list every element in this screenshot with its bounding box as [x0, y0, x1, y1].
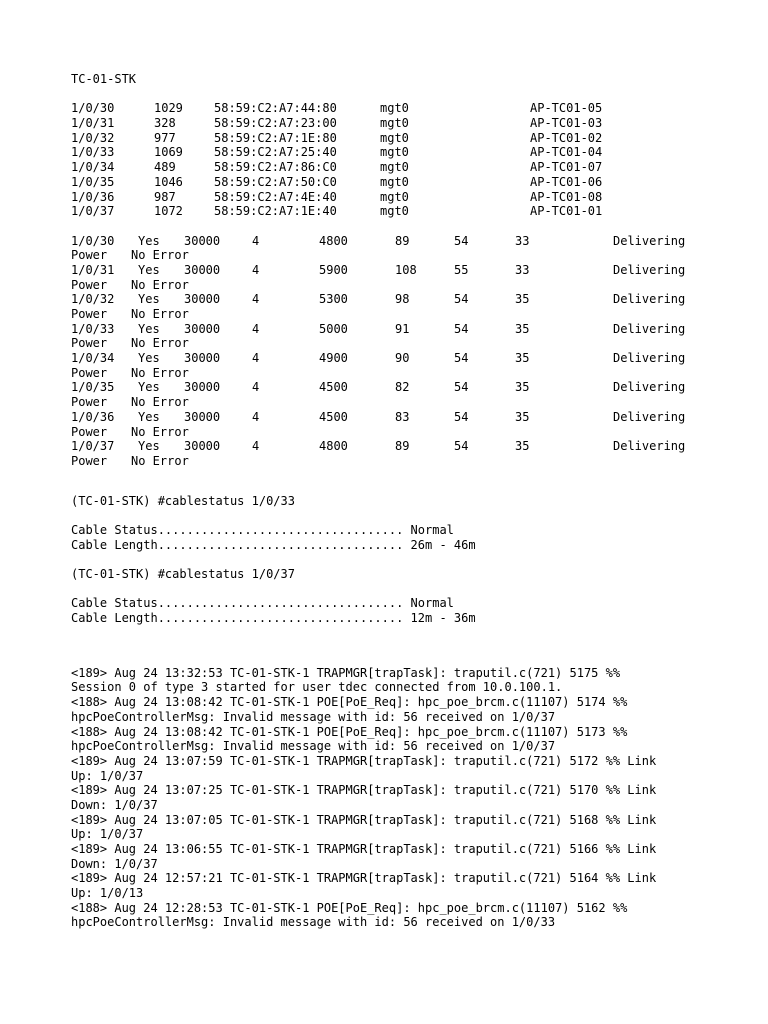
- ap-name-cell: AP-TC01-02: [530, 130, 603, 145]
- status-cell: Delivering: [613, 351, 686, 366]
- port-cell: 1/0/31: [71, 116, 115, 131]
- mac-cell: 58:59:C2:A7:23:00: [214, 116, 337, 131]
- temperature-cell: 33: [515, 233, 530, 248]
- port-cell: 1/0/37: [71, 204, 115, 219]
- log-line: <189> Aug 24 13:06:55 TC-01-STK-1 TRAPMGR[trapTask]: traputil.c(721) 5166 %% Link: [71, 842, 657, 856]
- status-cell: Delivering: [613, 233, 686, 248]
- vlan-cell: 489: [154, 160, 176, 175]
- admin-cell: Yes: [138, 439, 160, 454]
- current-cell: 89: [395, 439, 410, 454]
- cli-command: (TC-01-STK) #cablestatus 1/0/37: [71, 567, 295, 581]
- interface-cell: mgt0: [380, 116, 409, 131]
- status-cell: Delivering: [613, 409, 686, 424]
- current-cell: 90: [395, 351, 410, 366]
- port-cell: 1/0/30: [71, 233, 115, 248]
- log-output: [71, 666, 751, 930]
- port-cell: 1/0/33: [71, 145, 115, 160]
- power-cell: 5000: [319, 321, 348, 336]
- log-line: <188> Aug 24 13:08:42 TC-01-STK-1 POE[PoE_Req]: hpc_poe_brcm.c(11107) 5173 %%: [71, 724, 628, 739]
- cable-status-line: Cable Status.................................. Normal: [71, 522, 454, 537]
- poe-row: [71, 351, 751, 366]
- max-power-cell: 30000: [184, 321, 221, 336]
- voltage-cell: 55: [454, 262, 469, 277]
- log-line: Up: 1/0/13: [71, 886, 144, 901]
- status-cell-wrap: Power: [71, 248, 108, 263]
- admin-cell: Yes: [138, 351, 160, 366]
- poe-row-wrap: [71, 366, 751, 381]
- vlan-cell: 1069: [154, 145, 183, 160]
- temperature-cell: 35: [515, 351, 530, 366]
- port-cell: 1/0/30: [71, 101, 115, 116]
- document-title: TC-01-STK: [71, 72, 137, 86]
- class-cell: 4: [252, 233, 260, 248]
- power-cell: 4800: [319, 439, 348, 454]
- max-power-cell: 30000: [184, 351, 221, 366]
- current-cell: 82: [395, 380, 410, 395]
- class-cell: 4: [252, 409, 260, 424]
- vlan-cell: 328: [154, 116, 176, 131]
- ap-name-cell: AP-TC01-04: [530, 145, 603, 160]
- log-line: hpcPoeControllerMsg: Invalid message with id: 56 received on 1/0/33: [71, 915, 556, 930]
- cable-test-2: [71, 567, 751, 626]
- admin-cell: Yes: [138, 233, 160, 248]
- max-power-cell: 30000: [184, 233, 221, 248]
- log-line: Down: 1/0/37: [71, 856, 158, 871]
- voltage-cell: 54: [454, 351, 469, 366]
- vlan-cell: 1072: [154, 204, 183, 219]
- status-cell-wrap: Power: [71, 453, 108, 468]
- mac-cell: 58:59:C2:A7:1E:80: [214, 130, 337, 145]
- mac-table: [71, 101, 751, 219]
- admin-cell: Yes: [138, 380, 160, 395]
- status-cell-wrap: Power: [71, 277, 108, 292]
- port-cell: 1/0/37: [71, 439, 115, 454]
- status-cell: Delivering: [613, 380, 686, 395]
- mac-cell: 58:59:C2:A7:50:C0: [214, 174, 337, 189]
- poe-row-wrap: [71, 278, 751, 293]
- class-cell: 4: [252, 262, 260, 277]
- log-line: Up: 1/0/37: [71, 768, 144, 783]
- error-cell: No Error: [131, 453, 189, 468]
- ap-name-cell: AP-TC01-01: [530, 204, 603, 219]
- error-cell: No Error: [131, 395, 189, 410]
- interface-cell: mgt0: [380, 189, 409, 204]
- temperature-cell: 35: [515, 409, 530, 424]
- current-cell: 108: [395, 262, 417, 277]
- port-cell: 1/0/34: [71, 351, 115, 366]
- temperature-cell: 35: [515, 321, 530, 336]
- status-cell-wrap: Power: [71, 307, 108, 321]
- document-body: [71, 72, 751, 930]
- power-cell: 4900: [319, 351, 348, 366]
- status-cell: Delivering: [613, 439, 686, 454]
- cable-status-line: Cable Status.................................. Normal: [71, 596, 454, 611]
- voltage-cell: 54: [454, 439, 469, 454]
- interface-cell: mgt0: [380, 204, 409, 219]
- mac-cell: 58:59:C2:A7:1E:40: [214, 204, 337, 219]
- cable-length-line: Cable Length.................................. 12m - 36m: [71, 611, 476, 626]
- ap-name-cell: AP-TC01-08: [530, 189, 603, 204]
- table-row: [71, 175, 751, 190]
- status-cell-wrap: Power: [71, 395, 108, 410]
- class-cell: 4: [252, 321, 260, 336]
- interface-cell: mgt0: [380, 174, 409, 189]
- class-cell: 4: [252, 439, 260, 454]
- error-cell: No Error: [131, 277, 189, 292]
- max-power-cell: 30000: [184, 380, 221, 395]
- log-line: Session 0 of type 3 started for user tdec connected from 10.0.100.1.: [71, 680, 563, 695]
- power-cell: 4500: [319, 380, 348, 395]
- poe-row: [71, 263, 751, 278]
- cable-test-1: [71, 494, 751, 553]
- status-cell: Delivering: [613, 262, 686, 277]
- cli-command: (TC-01-STK) #cablestatus 1/0/33: [71, 493, 295, 508]
- table-row: [71, 101, 751, 116]
- temperature-cell: 33: [515, 262, 530, 277]
- vlan-cell: 1046: [154, 174, 183, 189]
- poe-row: [71, 292, 751, 307]
- max-power-cell: 30000: [184, 292, 221, 307]
- status-cell: Delivering: [613, 321, 686, 336]
- class-cell: 4: [252, 380, 260, 395]
- table-row: [71, 145, 751, 160]
- power-cell: 5300: [319, 292, 348, 307]
- temperature-cell: 35: [515, 292, 530, 307]
- power-cell: 4500: [319, 409, 348, 424]
- voltage-cell: 54: [454, 321, 469, 336]
- table-row: [71, 116, 751, 131]
- interface-cell: mgt0: [380, 101, 409, 116]
- ap-name-cell: AP-TC01-05: [530, 101, 603, 116]
- port-cell: 1/0/31: [71, 262, 115, 277]
- port-cell: 1/0/36: [71, 189, 115, 204]
- temperature-cell: 35: [515, 380, 530, 395]
- admin-cell: Yes: [138, 321, 160, 336]
- port-cell: 1/0/32: [71, 130, 115, 145]
- poe-row: [71, 410, 751, 425]
- power-cell: 5900: [319, 262, 348, 277]
- cable-length-line: Cable Length.................................. 26m - 46m: [71, 537, 476, 552]
- port-cell: 1/0/35: [71, 380, 115, 395]
- max-power-cell: 30000: [184, 262, 221, 277]
- poe-row-wrap: [71, 425, 751, 440]
- status-cell-wrap: Power: [71, 424, 108, 439]
- mac-cell: 58:59:C2:A7:4E:40: [214, 189, 337, 204]
- mac-cell: 58:59:C2:A7:44:80: [214, 101, 337, 116]
- port-cell: 1/0/35: [71, 174, 115, 189]
- ap-name-cell: AP-TC01-06: [530, 174, 603, 189]
- log-line: <189> Aug 24 12:57:21 TC-01-STK-1 TRAPMGR[trapTask]: traputil.c(721) 5164 %% Link: [71, 871, 657, 886]
- port-cell: 1/0/33: [71, 321, 115, 336]
- max-power-cell: 30000: [184, 439, 221, 454]
- log-line: <189> Aug 24 13:32:53 TC-01-STK-1 TRAPMGR[trapTask]: traputil.c(721) 5175 %%: [71, 665, 621, 680]
- log-line: <189> Aug 24 13:07:05 TC-01-STK-1 TRAPMGR[trapTask]: traputil.c(721) 5168 %% Link: [71, 812, 657, 827]
- log-line: <188> Aug 24 12:28:53 TC-01-STK-1 POE[PoE_Req]: hpc_poe_brcm.c(11107) 5162 %%: [71, 900, 628, 915]
- voltage-cell: 54: [454, 380, 469, 395]
- ap-name-cell: AP-TC01-07: [530, 160, 603, 175]
- poe-row-wrap: [71, 307, 751, 322]
- error-cell: No Error: [131, 424, 189, 439]
- max-power-cell: 30000: [184, 409, 221, 424]
- poe-row-wrap: [71, 395, 751, 410]
- log-line: hpcPoeControllerMsg: Invalid message with id: 56 received on 1/0/37: [71, 739, 556, 754]
- vlan-cell: 1029: [154, 101, 183, 116]
- log-line: Down: 1/0/37: [71, 797, 158, 812]
- table-row: [71, 160, 751, 175]
- poe-row: [71, 439, 751, 454]
- vlan-cell: 987: [154, 189, 176, 204]
- voltage-cell: 54: [454, 292, 469, 307]
- log-line: <189> Aug 24 13:07:59 TC-01-STK-1 TRAPMGR[trapTask]: traputil.c(721) 5172 %% Link: [71, 753, 657, 768]
- admin-cell: Yes: [138, 262, 160, 277]
- temperature-cell: 35: [515, 439, 530, 454]
- admin-cell: Yes: [138, 292, 160, 307]
- current-cell: 89: [395, 233, 410, 248]
- table-row: [71, 204, 751, 219]
- interface-cell: mgt0: [380, 130, 409, 145]
- port-cell: 1/0/32: [71, 292, 115, 307]
- poe-row-wrap: [71, 248, 751, 263]
- table-row: [71, 190, 751, 205]
- current-cell: 98: [395, 292, 410, 307]
- power-cell: 4800: [319, 233, 348, 248]
- vlan-cell: 977: [154, 130, 176, 145]
- interface-cell: mgt0: [380, 145, 409, 160]
- error-cell: No Error: [131, 365, 189, 380]
- admin-cell: Yes: [138, 409, 160, 424]
- table-row: [71, 131, 751, 146]
- mac-cell: 58:59:C2:A7:25:40: [214, 145, 337, 160]
- status-cell-wrap: Power: [71, 365, 108, 380]
- poe-row-wrap: [71, 336, 751, 351]
- log-line: <188> Aug 24 13:08:42 TC-01-STK-1 POE[PoE_Req]: hpc_poe_brcm.c(11107) 5174 %%: [71, 695, 628, 710]
- voltage-cell: 54: [454, 409, 469, 424]
- status-cell: Delivering: [613, 292, 686, 307]
- poe-row: [71, 322, 751, 337]
- port-cell: 1/0/36: [71, 409, 115, 424]
- mac-cell: 58:59:C2:A7:86:C0: [214, 160, 337, 175]
- poe-row: [71, 234, 751, 249]
- port-cell: 1/0/34: [71, 160, 115, 175]
- status-cell-wrap: Power: [71, 336, 108, 351]
- poe-row: [71, 380, 751, 395]
- log-line: <189> Aug 24 13:07:25 TC-01-STK-1 TRAPMGR[trapTask]: traputil.c(721) 5170 %% Link: [71, 783, 657, 798]
- error-cell: No Error: [131, 307, 189, 321]
- log-line: Up: 1/0/37: [71, 827, 144, 842]
- current-cell: 83: [395, 409, 410, 424]
- class-cell: 4: [252, 292, 260, 307]
- current-cell: 91: [395, 321, 410, 336]
- ap-name-cell: AP-TC01-03: [530, 116, 603, 131]
- log-line: hpcPoeControllerMsg: Invalid message with id: 56 received on 1/0/37: [71, 709, 556, 724]
- voltage-cell: 54: [454, 233, 469, 248]
- class-cell: 4: [252, 351, 260, 366]
- poe-table: [71, 234, 751, 469]
- error-cell: No Error: [131, 336, 189, 351]
- error-cell: No Error: [131, 248, 189, 263]
- interface-cell: mgt0: [380, 160, 409, 175]
- poe-row-wrap: [71, 454, 751, 469]
